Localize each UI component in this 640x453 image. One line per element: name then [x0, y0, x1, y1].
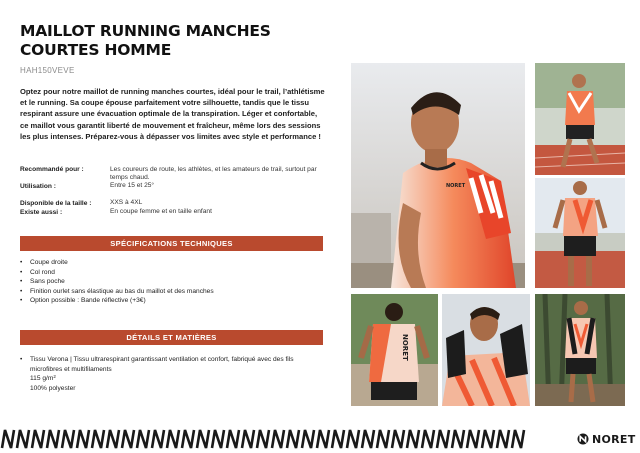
pattern-glyph: [47, 430, 59, 448]
pattern-glyph: [437, 430, 449, 448]
spec-value-recommended: Les coureurs de route, les athlètes, et les amateurs de trail, surtout par temps chaud.: [110, 166, 317, 182]
photo-back-view: [351, 294, 438, 406]
technical-list: [20, 258, 320, 306]
pattern-glyph: [512, 430, 524, 448]
photo-main-portrait: [351, 63, 525, 288]
pattern-glyph: [92, 430, 104, 448]
pattern-glyph: [107, 430, 119, 448]
pattern-glyph: [272, 430, 284, 448]
list-item: • Option possible : Bande réflective (+3€): [20, 296, 320, 306]
pattern-glyph: [32, 430, 44, 448]
pattern-glyph: [77, 430, 89, 448]
pattern-glyph: [182, 430, 194, 448]
shirt-logo: NORET: [401, 334, 409, 361]
pattern-glyph: [302, 430, 314, 448]
pattern-glyph: [362, 430, 374, 448]
photo-adjusting-vest: [442, 294, 530, 406]
pattern-glyph: [17, 430, 29, 448]
product-reference: HAH150VEVE: [20, 66, 75, 75]
pattern-glyph: [152, 430, 164, 448]
pattern-glyph: [137, 430, 149, 448]
brand-logo-text: NORET: [592, 432, 636, 446]
list-item: • Finition ourlet sans élastique au bas du maillot et des manches: [20, 287, 320, 297]
photo-running-track: [535, 63, 625, 175]
spec-label-recommended: Recommandé pour :: [20, 166, 84, 173]
pattern-glyph: [212, 430, 224, 448]
list-item: • Col rond: [20, 268, 320, 278]
pattern-glyph: [377, 430, 389, 448]
spec-label-also: Existe aussi :: [20, 209, 63, 216]
brand-logo-icon: [577, 433, 589, 445]
product-title: MAILLOT RUNNING MANCHES COURTES HOMME: [20, 22, 271, 59]
pattern-glyph: [122, 430, 134, 448]
pattern-glyph: [227, 430, 239, 448]
spec-label-usage: Utilisation :: [20, 183, 56, 190]
spec-value-also: En coupe femme et en taille enfant: [110, 208, 212, 215]
pattern-glyph: [422, 430, 434, 448]
spec-label-sizes: Disponible de la taille :: [20, 200, 92, 207]
product-description: Optez pour notre maillot de running manches courtes, idéal pour le trail, l’athlétisme et le running. Sa coupe épouse parfaitement votre silhouette, tandis que le tissu respirant assure une évacuation optimale de la transpiration. Léger et confortable, ce maillot vous garantit liberté de mouvement et fraîcheur, même lors des sessions les plus intenses. Préparez-vous à dépasser vos limites avec style et performance !: [20, 87, 325, 141]
pattern-glyph: [287, 430, 299, 448]
pattern-glyph: [452, 430, 464, 448]
pattern-glyph: [167, 430, 179, 448]
pattern-glyph: [392, 430, 404, 448]
section-heading-materials: DÉTAILS ET MATIÈRES: [20, 330, 323, 345]
section-heading-technical: SPÉCIFICATIONS TECHNIQUES: [20, 236, 323, 251]
pattern-glyph: [62, 430, 74, 448]
photo-standing-track: [535, 178, 625, 288]
pattern-glyph: [242, 430, 254, 448]
pattern-glyph: [2, 430, 14, 448]
pattern-glyph: [497, 430, 509, 448]
pattern-glyph: [482, 430, 494, 448]
materials-list: [20, 355, 320, 374]
spec-value-sizes: XXS à 4XL: [110, 199, 143, 206]
fabric-weight-value: 115 g/m: [30, 375, 54, 382]
fabric-weight: [30, 374, 56, 384]
shirt-logo: NORET: [446, 183, 466, 189]
brand-logo: [577, 431, 636, 447]
list-item: • Tissu Verona | Tissu ultrarespirant garantissant ventilation et confort, fabriqué avec des fils microfibres et multifilaments: [20, 355, 320, 374]
fabric-weight-unit-exponent: 2: [53, 374, 56, 379]
pattern-glyph: [467, 430, 479, 448]
fabric-composition: 100% polyester: [30, 385, 76, 392]
pattern-glyph: [197, 430, 209, 448]
pattern-glyph: [257, 430, 269, 448]
list-item: • Sans poche: [20, 277, 320, 287]
list-item: • Coupe droite: [20, 258, 320, 268]
pattern-glyph: [407, 430, 419, 448]
pattern-glyph: [332, 430, 344, 448]
pattern-glyph: [347, 430, 359, 448]
photo-trail-vest: [535, 294, 625, 406]
footer-brand-pattern: [0, 428, 528, 450]
spec-value-usage: Entre 15 et 25°: [110, 182, 155, 189]
pattern-glyph: [317, 430, 329, 448]
